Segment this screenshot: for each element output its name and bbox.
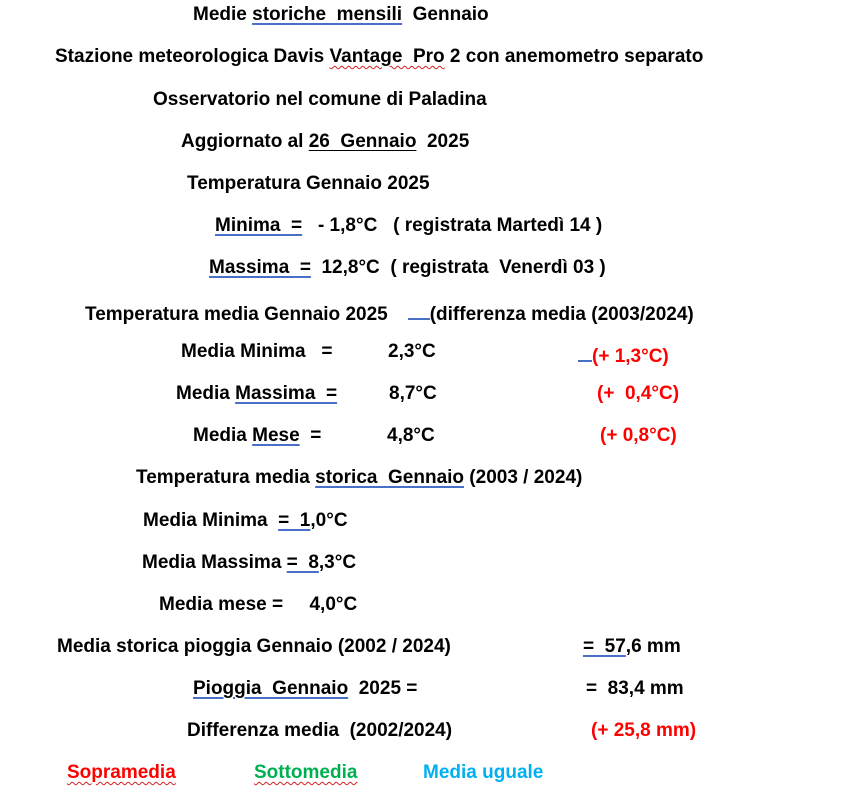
mean-heading: Temperatura media Gennaio 2025: [85, 304, 388, 325]
observatory-line: Osservatorio nel comune di Paladina: [153, 89, 487, 110]
rain-historical-label: Media storica pioggia Gennaio (2002 / 2024): [57, 636, 451, 657]
mean-min-value: 2,3°C: [388, 341, 436, 362]
mean-heading-line: [85, 298, 694, 327]
mean-min-label: Media Minima =: [181, 341, 333, 362]
current-max-label: Massima =: [209, 257, 311, 278]
diff-heading: (differenza media (2003/2024): [429, 304, 694, 325]
mean-max-label-a: Media: [176, 383, 236, 404]
historical-max-b: = 8: [286, 552, 319, 573]
historical-min-line: [143, 509, 348, 533]
station-line: [55, 45, 703, 69]
historical-min-c: ,0°C: [310, 510, 348, 531]
mean-row-month: [193, 424, 321, 448]
mean-row-max: [176, 382, 337, 406]
station-text: Stazione meteorologica Davis: [55, 46, 330, 67]
historical-heading-a: Temperatura media: [136, 467, 316, 488]
historical-min-a: Media Minima: [143, 510, 279, 531]
updated-year: 2025: [416, 131, 470, 152]
legend-above-text: Sopramedia: [67, 762, 176, 783]
mean-month-diff: (+ 0,8°C): [600, 425, 677, 446]
mean-max-label-b: Massima =: [235, 383, 338, 404]
rain-current-line: [193, 677, 417, 701]
updated-text: Aggiornato al: [181, 131, 309, 152]
current-min-value: - 1,8°C ( registrata Martedì 14 ): [302, 215, 603, 236]
mean-month-label-a: Media: [193, 425, 253, 446]
rain-historical-value-a: = 57: [583, 636, 626, 657]
historical-max-a: Media Massima: [142, 552, 287, 573]
rain-diff-value: (+ 25,8 mm): [591, 720, 697, 741]
historical-max-line: [142, 551, 356, 575]
legend-above: [67, 761, 176, 785]
rain-historical-value-b: ,6 mm: [625, 636, 681, 657]
current-max-line: [209, 256, 606, 280]
current-min-line: [215, 214, 602, 238]
historical-heading-line: [136, 466, 582, 490]
current-max-value: 12,8°C ( registrata Venerdì 03 ): [310, 257, 606, 278]
current-heading: Temperatura Gennaio 2025: [187, 173, 430, 194]
blank-underline: [578, 340, 592, 362]
historical-heading-b: storica Gennaio: [315, 467, 465, 488]
updated-line: [181, 130, 469, 154]
updated-date: 26 Gennaio: [308, 131, 417, 152]
mean-row-min: [181, 340, 333, 364]
mean-min-diff-line: [578, 340, 669, 369]
mean-month-label-c: =: [299, 425, 322, 446]
historical-max-c: ,3°C: [318, 552, 357, 573]
title-month: Gennaio: [402, 4, 489, 25]
legend-below: [254, 761, 357, 785]
title-underlined: storiche mensili: [252, 4, 403, 25]
current-min-label: Minima =: [215, 215, 303, 236]
legend-equal: Media uguale: [423, 762, 544, 783]
mean-month-label-b: Mese: [252, 425, 300, 446]
mean-min-diff: (+ 1,3°C): [592, 346, 669, 367]
historical-min-b: = 1: [278, 510, 311, 531]
mean-max-value: 8,7°C: [389, 383, 437, 404]
rain-diff-label: Differenza media (2002/2024): [187, 720, 453, 741]
blank-underline: [408, 298, 430, 320]
historical-month-line: Media mese = 4,0°C: [159, 594, 358, 615]
rain-current-label-b: 2025 =: [348, 678, 418, 699]
mean-max-diff: (+ 0,4°C): [597, 383, 680, 404]
rain-current-value: = 83,4 mm: [586, 678, 684, 699]
mean-month-value: 4,8°C: [387, 425, 435, 446]
title-line: [193, 3, 489, 27]
station-rest: 2 con anemometro separato: [444, 46, 704, 67]
title-text: Medie: [193, 4, 253, 25]
rain-current-label: Pioggia Gennaio: [193, 678, 349, 699]
historical-heading-c: (2003 / 2024): [464, 467, 583, 488]
legend-below-text: Sottomedia: [254, 762, 358, 783]
station-model: Vantage Pro: [329, 46, 445, 67]
rain-historical-value: [583, 635, 681, 659]
